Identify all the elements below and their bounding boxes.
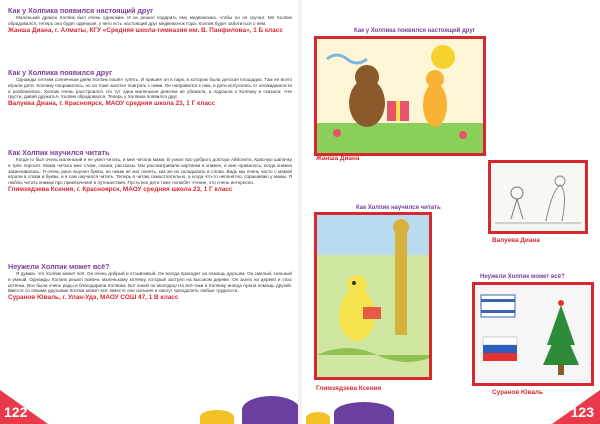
- illustration-frame: [488, 160, 588, 234]
- illustration-frame: [314, 36, 486, 156]
- page-number: 123: [570, 404, 594, 420]
- story-text: Маленький дракон Холпик был очень одиноким. И он решил подарить ему медвежонка, чтобы он не скучал. Мл Холпик обрадовался, теперь она будет одинокая, у него есть настоящий друг медвежонок Гора. Холпик будет заботиться о нём.: [8, 15, 292, 26]
- illustration-frame: [472, 282, 594, 386]
- right-page: [302, 0, 600, 424]
- story-text: Однажды летним солнечным днём Холпик пошёл гулять. И пришёл он в парк, в котором была детская площадка. Там не всего играли дети. Холпику понравилось, но он тоже захотел поиграть с ними. Он направился к ним, и дети испугались от неожиданности и разбежались. Холпик очень расстроился. Но тут одна маленькая девочка не убежала, а подошла к Холпику и сказала: «Не грусти, давай дружить!» Холпик обрадовался. Теперь у Холпика появился друг.: [8, 77, 292, 100]
- story-text: Когда-то был очень маленький и не умел читать, и мне читала мама. В узнал про доброго доктора Айболита, Красную шапочку и трёх поросят. Мама читала мне стихи, сказки, рассказы. Мы рассматривали картинки в книжке, и мне нравилось, когда книжка заканчивалась. Я очень рано выучил буквы, но никак не мог понять, как же их складывать в слова. Видь мы очень часто с мамой играли в слова и буквы, и я сам научился читать. Теперь я читаю самостоятельно, а когда что-то непонятно, спрашиваю у мамы. Я люблю читать книжки про приключения и путешествия. Пусть все дети тоже полюбят чтение, это очень интересно.: [8, 157, 292, 186]
- illustration-author: Глимзядзева Ксения: [316, 385, 382, 392]
- purple-blob-decoration: [242, 396, 298, 424]
- story-heading: Как у Холпика появился друг: [8, 68, 113, 77]
- illustration-title: Неужели Холпик может всё?: [480, 274, 565, 280]
- story-section-2: [8, 68, 292, 108]
- drawing-children-playground: [491, 163, 585, 231]
- story-signature: Глимзядзева Ксения, г. Красноярск, МАОУ средняя школа 23, 1 Г класс: [8, 185, 233, 193]
- yellow-blob-decoration: [200, 410, 234, 424]
- yellow-blob-decoration: [306, 412, 330, 424]
- story-signature: Суранов Юваль, г. Улан-Удэ, МАОУ СОШ 47, 1 В класс: [8, 294, 179, 302]
- drawing-bear-gift: [317, 39, 483, 153]
- left-page: [0, 0, 298, 424]
- story-heading: Неужели Холпик может всё?: [8, 262, 110, 271]
- story-signature: Валуева Диана, г. Красноярск, МАОУ средняя школа 23, 1 Г класс: [8, 100, 215, 108]
- drawing-dragon-reading: [317, 215, 429, 377]
- illustration-title: Как Холпик научился читать: [356, 205, 441, 211]
- illustration-author: Суранов Юваль: [492, 389, 543, 396]
- purple-blob-decoration: [334, 402, 394, 424]
- story-text: Я думаю, что Холпик может всё. Он очень добрый и отзывчивый. Он всегда приходит на помощь друзьям. Он смелый, сильный и умный. Однажды Холпик решил помочь маленькому котёнку, который застрял на высоком дереве. Он залез на дерево и спас котёнка. Все были очень рады и благодарили Холпика. Вот какой он молодец! Но всё-таки и Холпику иногда нужна помощь друзей. Вместе со своими друзьями Холпик может всё. Вместе они сильнее и смогут преодолеть любые трудности.: [8, 271, 292, 294]
- story-heading: Как у Холпика появился настоящий друг: [8, 6, 154, 15]
- story-signature: Жанша Диана, г. Алматы, КГУ «Средняя школа-гимназия им. В. Панфилова», 1 Б класс: [8, 26, 283, 34]
- drawing-flags-tree: [475, 285, 591, 383]
- illustration-author: Валуева Диана: [492, 237, 540, 244]
- illustration-title: Как у Холпика появился настоящий друг: [354, 28, 476, 34]
- story-heading: Как Холпик научился читать: [8, 148, 110, 157]
- story-section-1: [8, 6, 292, 35]
- illustration-frame: [314, 212, 432, 380]
- page-number: 122: [4, 404, 28, 420]
- illustration-author: Жанша Диана: [316, 155, 360, 162]
- story-section-4: [8, 262, 292, 302]
- story-section-3: [8, 148, 292, 194]
